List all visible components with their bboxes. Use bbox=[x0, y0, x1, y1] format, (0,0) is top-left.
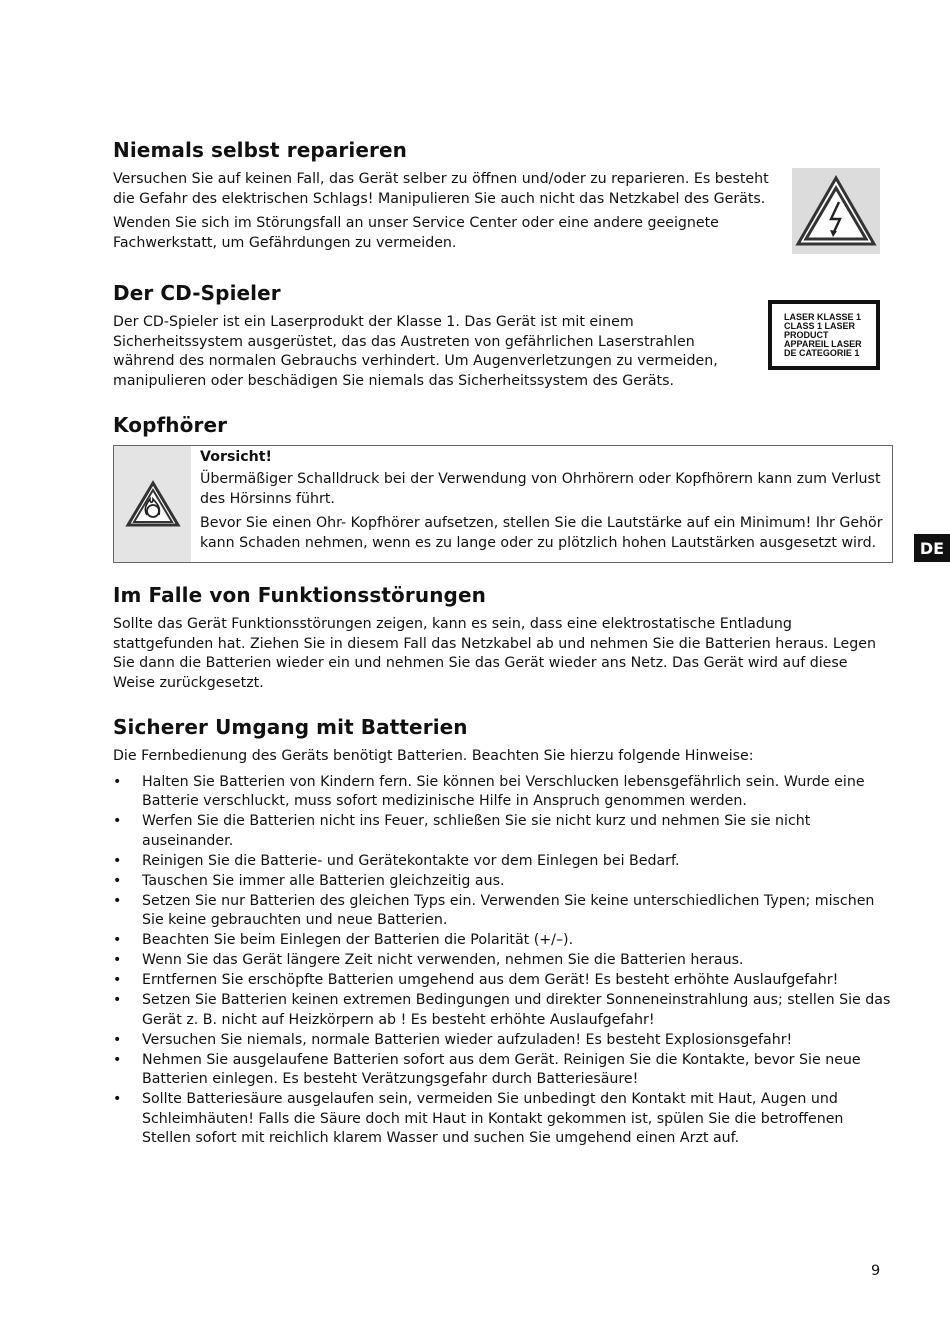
list-item: • Erntfernen Sie erschöpfte Batterien umgehend aus dem Gerät! Es besteht erhöhte Auslaufgefahr! bbox=[113, 971, 893, 991]
laser-label-line: PRODUCT bbox=[784, 330, 829, 340]
list-item: • Halten Sie Batterien von Kindern fern. Sie können bei Verschlucken lebensgefährlich sein. Wurde eine Batterie verschluckt, muss sofort medizinische Hilfe in Anspruch genommen werden. bbox=[113, 773, 893, 812]
laser-label-line: LASER KLASSE 1 bbox=[784, 312, 862, 322]
cd-paragraph: Der CD-Spieler ist ein Laserprodukt der Klasse 1. Das Gerät ist mit einem Sicherheitssystem ausgerüstet, das das Austreten von gefährlichen Laserstrahlen während des normalen Gebrauchs verhindert. Um Augenverletzungen zu vermeiden, manipulieren oder beschädigen Sie niemals das Sicherheitssystem des Geräts. bbox=[113, 314, 718, 389]
caution-body bbox=[191, 446, 892, 562]
list-item: • Werfen Sie die Batterien nicht ins Feuer, schließen Sie sie nicht kurz und nehmen Sie sie nicht auseinander. bbox=[113, 812, 893, 851]
list-item: • Reinigen Sie die Batterie- und Gerätekontakte vor dem Einlegen bei Bedarf. bbox=[113, 852, 893, 872]
heading-batteries: Sicherer Umgang mit Batterien bbox=[113, 715, 468, 739]
laser-label-line: APPAREIL LASER bbox=[784, 339, 862, 349]
list-item: • Nehmen Sie ausgelaufene Batterien sofort aus dem Gerät. Reinigen Sie die Kontakte, bevor Sie neue Batterien einlegen. Es besteht Verätzungsgefahr durch Batteriesäure! bbox=[113, 1051, 893, 1090]
caution-title: Vorsicht! bbox=[200, 449, 273, 465]
section-headphones bbox=[113, 413, 893, 563]
heading-repair: Niemals selbst reparieren bbox=[113, 138, 407, 162]
section-batteries bbox=[113, 715, 893, 1149]
caution-icon-cell bbox=[114, 446, 191, 562]
caution-box bbox=[113, 445, 893, 563]
laser-label-line: CLASS 1 LASER bbox=[784, 321, 856, 331]
caution-paragraph-1: Übermäßiger Schalldruck bei der Verwendung von Ohrhörern oder Kopfhörern kann zum Verlust des Hörsinns führt. bbox=[200, 471, 881, 507]
list-item: • Beachten Sie beim Einlegen der Batterien die Polarität (+/–). bbox=[113, 931, 893, 951]
repair-paragraph-1: Versuchen Sie auf keinen Fall, das Gerät selber zu öffnen und/oder zu reparieren. Es besteht die Gefahr des elektrischen Schlags! Manipulieren Sie auch nicht das Netzkabel des Geräts. bbox=[113, 171, 769, 207]
section-malfunction bbox=[113, 583, 893, 693]
heading-cd-player: Der CD-Spieler bbox=[113, 281, 281, 305]
list-item: • Wenn Sie das Gerät längere Zeit nicht verwenden, nehmen Sie die Batterien heraus. bbox=[113, 951, 893, 971]
caution-paragraph-2: Bevor Sie einen Ohr- Kopfhörer aufsetzen, stellen Sie die Lautstärke auf ein Minimum! Ihr Gehör kann Schaden nehmen, wenn es zu lange oder zu plötzlich hohen Lautstärken ausgesetzt wird. bbox=[200, 515, 883, 551]
section-cd-player bbox=[113, 281, 893, 391]
list-item: • Sollte Batteriesäure ausgelaufen sein, vermeiden Sie unbedingt den Kontakt mit Haut, Augen und Schleimhäuten! Falls die Säure doch mit Haut in Kontakt gekommen ist, spülen Sie die betroffenen Stellen sofort mit reichlich klarem Wasser und suchen Sie umgehend einen Arzt auf. bbox=[113, 1090, 893, 1149]
laser-label-line: DE CATEGORIE 1 bbox=[784, 348, 860, 358]
repair-paragraph-2: Wenden Sie sich im Störungsfall an unser Service Center oder eine andere geeignete Fachwerkstatt, um Gefährdungen zu vermeiden. bbox=[113, 215, 719, 251]
heading-malfunction: Im Falle von Funktionsstörungen bbox=[113, 583, 486, 607]
laser-class-label bbox=[768, 300, 880, 370]
batteries-intro: Die Fernbedienung des Geräts benötigt Batterien. Beachten Sie hierzu folgende Hinweise: bbox=[113, 748, 754, 764]
heading-headphones: Kopfhörer bbox=[113, 413, 228, 437]
document-page bbox=[113, 138, 893, 1149]
batteries-list bbox=[113, 773, 893, 1149]
electric-shock-warning-icon bbox=[792, 168, 880, 254]
language-tab: DE bbox=[914, 534, 950, 562]
list-item: • Tauschen Sie immer alle Batterien gleichzeitig aus. bbox=[113, 872, 893, 892]
flammable-warning-icon bbox=[125, 479, 181, 529]
list-item: • Setzen Sie nur Batterien des gleichen Typs ein. Verwenden Sie keine unterschiedlichen Typen; mischen Sie keine gebrauchten und neue Batterien. bbox=[113, 892, 893, 931]
list-item: • Setzen Sie Batterien keinen extremen Bedingungen und direkter Sonneneinstrahlung aus; stellen Sie das Gerät z. B. nicht auf Heizkörpern ab ! Es besteht erhöhte Auslaufgefahr! bbox=[113, 991, 893, 1030]
malfunction-paragraph: Sollte das Gerät Funktionsstörungen zeigen, kann es sein, dass eine elektrostatische Entladung stattgefunden hat. Ziehen Sie in diesem Fall das Netzkabel ab und nehmen Sie die Batterien heraus. Legen Sie dann die Batterien wieder ein und nehmen Sie das Gerät wieder ans Netz. Das Gerät wird auf diese Weise zurückgesetzt. bbox=[113, 616, 876, 691]
page-number: 9 bbox=[871, 1263, 881, 1279]
section-repair bbox=[113, 138, 893, 253]
list-item: • Versuchen Sie niemals, normale Batterien wieder aufzuladen! Es besteht Explosionsgefahr! bbox=[113, 1031, 893, 1051]
